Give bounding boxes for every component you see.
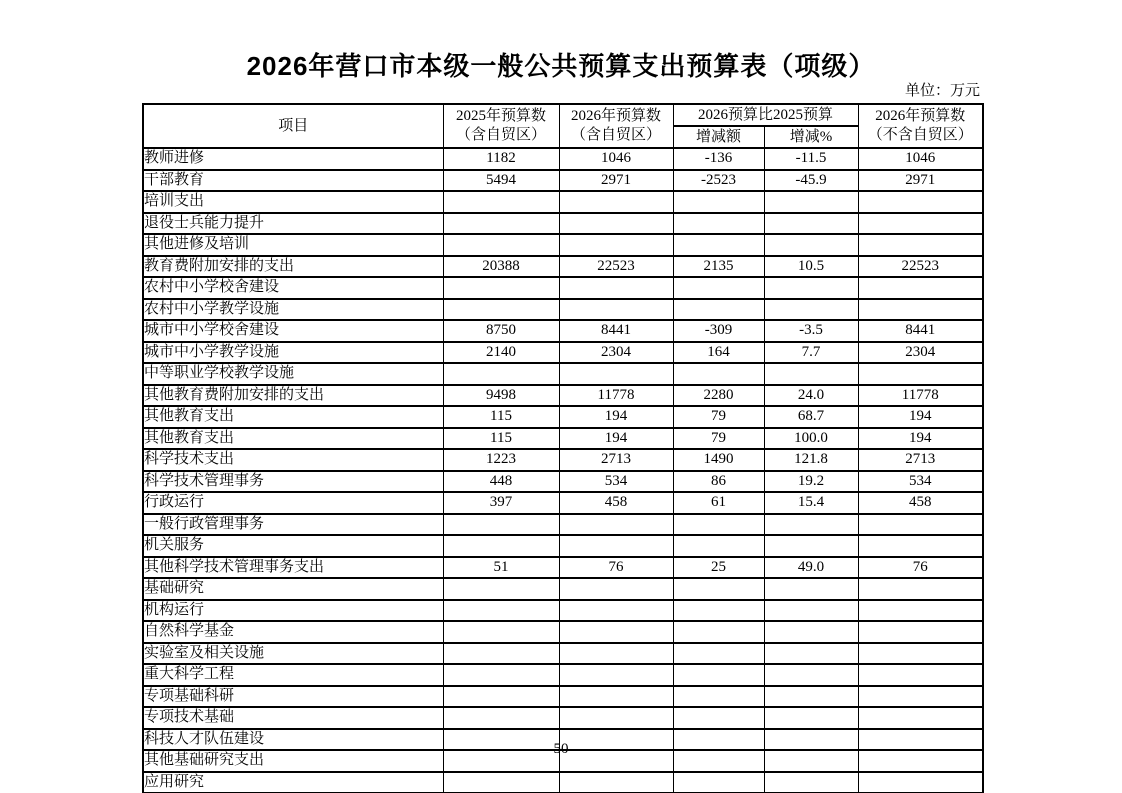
row-value — [443, 191, 559, 213]
row-value — [858, 514, 983, 536]
row-value — [858, 707, 983, 729]
row-value: 8750 — [443, 320, 559, 342]
row-value: 1182 — [443, 148, 559, 170]
unit-label: 单位：万元 — [904, 83, 980, 99]
row-value — [764, 600, 858, 622]
row-value — [443, 299, 559, 321]
table-row — [143, 449, 983, 471]
row-value — [673, 664, 764, 686]
row-value — [559, 643, 673, 665]
row-value — [559, 600, 673, 622]
row-value — [673, 363, 764, 385]
row-value: 11778 — [858, 385, 983, 407]
row-value: -136 — [673, 148, 764, 170]
row-value — [673, 234, 764, 256]
row-value — [764, 234, 858, 256]
row-value: 19.2 — [764, 471, 858, 493]
column-header-2026-excl-line1: 2026年预算数 — [875, 108, 966, 125]
row-value: 2280 — [673, 385, 764, 407]
row-value: 1046 — [559, 148, 673, 170]
row-label: 其他教育支出 — [143, 406, 443, 428]
row-value — [559, 535, 673, 557]
table-row — [143, 578, 983, 600]
row-value — [443, 621, 559, 643]
table-row — [143, 320, 983, 342]
table-row — [143, 277, 983, 299]
row-value — [673, 643, 764, 665]
row-value — [858, 578, 983, 600]
row-value: 1046 — [858, 148, 983, 170]
row-value — [764, 664, 858, 686]
row-value — [764, 772, 858, 793]
row-label: 农村中小学教学设施 — [143, 299, 443, 321]
row-value — [559, 621, 673, 643]
row-label: 其他基础研究支出 — [143, 750, 443, 772]
row-value: 2713 — [559, 449, 673, 471]
table-row — [143, 385, 983, 407]
table-row — [143, 191, 983, 213]
row-value — [559, 363, 673, 385]
row-value — [559, 191, 673, 213]
row-value: -45.9 — [764, 170, 858, 192]
row-value: 1223 — [443, 449, 559, 471]
row-value — [673, 600, 764, 622]
row-value — [443, 277, 559, 299]
row-value: 25 — [673, 557, 764, 579]
row-label: 基础研究 — [143, 578, 443, 600]
row-value: 22523 — [559, 256, 673, 278]
row-value — [858, 643, 983, 665]
row-value — [858, 686, 983, 708]
row-value — [559, 234, 673, 256]
row-value — [559, 213, 673, 235]
table-row — [143, 256, 983, 278]
row-value — [443, 535, 559, 557]
row-value: 8441 — [858, 320, 983, 342]
row-value — [559, 772, 673, 793]
table-row — [143, 772, 983, 793]
row-value — [673, 686, 764, 708]
row-value: 194 — [858, 406, 983, 428]
row-value — [764, 686, 858, 708]
row-label: 退役士兵能力提升 — [143, 213, 443, 235]
row-value: 194 — [858, 428, 983, 450]
row-label: 其他进修及培训 — [143, 234, 443, 256]
row-value — [559, 299, 673, 321]
row-value: 534 — [559, 471, 673, 493]
row-label: 科学技术管理事务 — [143, 471, 443, 493]
row-value — [443, 234, 559, 256]
column-header-2026-line2: （含自贸区） — [570, 127, 661, 143]
table-row — [143, 707, 983, 729]
row-value — [764, 213, 858, 235]
row-label: 自然科学基金 — [143, 621, 443, 643]
row-value: 2135 — [673, 256, 764, 278]
row-value: 121.8 — [764, 449, 858, 471]
column-header-compare-group: 2026预算比2025预算 — [673, 104, 858, 126]
column-header-2026-line1: 2026年预算数 — [570, 108, 661, 125]
row-label: 城市中小学教学设施 — [143, 342, 443, 364]
row-value: 458 — [559, 492, 673, 514]
table-row — [143, 664, 983, 686]
row-value: 194 — [559, 406, 673, 428]
table-row — [143, 342, 983, 364]
table-row — [143, 170, 983, 192]
row-value: 22523 — [858, 256, 983, 278]
table-row — [143, 643, 983, 665]
row-value: 534 — [858, 471, 983, 493]
row-value — [673, 514, 764, 536]
row-value — [764, 363, 858, 385]
row-value — [764, 299, 858, 321]
page-title: 2026年营口市本级一般公共预算支出预算表（项级） — [246, 51, 876, 81]
row-value: 20388 — [443, 256, 559, 278]
row-value: 8441 — [559, 320, 673, 342]
row-value — [443, 600, 559, 622]
table-row — [143, 299, 983, 321]
row-value: 79 — [673, 406, 764, 428]
table-row — [143, 148, 983, 170]
table-row — [143, 492, 983, 514]
row-value — [858, 621, 983, 643]
table-row — [143, 213, 983, 235]
row-label: 重大科学工程 — [143, 664, 443, 686]
row-value: 2304 — [559, 342, 673, 364]
row-label: 中等职业学校教学设施 — [143, 363, 443, 385]
row-value — [443, 643, 559, 665]
row-value — [673, 191, 764, 213]
column-header-2026 — [559, 104, 673, 148]
row-label: 机关服务 — [143, 535, 443, 557]
row-label: 实验室及相关设施 — [143, 643, 443, 665]
row-value: 86 — [673, 471, 764, 493]
row-value: 2971 — [858, 170, 983, 192]
row-label: 教师进修 — [143, 148, 443, 170]
row-value: 61 — [673, 492, 764, 514]
row-value: 1490 — [673, 449, 764, 471]
row-value — [858, 299, 983, 321]
row-value: 448 — [443, 471, 559, 493]
row-value: 458 — [858, 492, 983, 514]
row-value — [858, 664, 983, 686]
column-header-item: 项目 — [143, 104, 443, 148]
row-value — [673, 621, 764, 643]
table-row — [143, 234, 983, 256]
row-value: 9498 — [443, 385, 559, 407]
table-row — [143, 363, 983, 385]
row-value — [673, 772, 764, 793]
row-label: 城市中小学校舍建设 — [143, 320, 443, 342]
row-value — [559, 514, 673, 536]
row-value — [559, 578, 673, 600]
row-value: 100.0 — [764, 428, 858, 450]
row-value: 24.0 — [764, 385, 858, 407]
row-label: 干部教育 — [143, 170, 443, 192]
row-value — [673, 535, 764, 557]
table-row — [143, 406, 983, 428]
column-header-delta: 增减额 — [673, 126, 764, 148]
row-value: -3.5 — [764, 320, 858, 342]
row-value: 79 — [673, 428, 764, 450]
column-header-delta-pct: 增减% — [764, 126, 858, 148]
row-label: 机构运行 — [143, 600, 443, 622]
row-value — [673, 707, 764, 729]
row-label: 其他教育费附加安排的支出 — [143, 385, 443, 407]
row-label: 其他科学技术管理事务支出 — [143, 557, 443, 579]
row-label: 教育费附加安排的支出 — [143, 256, 443, 278]
column-header-2025 — [443, 104, 559, 148]
row-value: 164 — [673, 342, 764, 364]
row-value — [764, 643, 858, 665]
row-value: 5494 — [443, 170, 559, 192]
row-value: 15.4 — [764, 492, 858, 514]
row-value — [443, 213, 559, 235]
row-label: 应用研究 — [143, 772, 443, 793]
row-value — [673, 277, 764, 299]
table-row — [143, 514, 983, 536]
row-label: 科技人才队伍建设 — [143, 729, 443, 751]
table-row — [143, 428, 983, 450]
row-value — [858, 363, 983, 385]
row-value — [559, 664, 673, 686]
row-value — [443, 514, 559, 536]
row-value — [443, 707, 559, 729]
row-value: 76 — [858, 557, 983, 579]
row-label: 一般行政管理事务 — [143, 514, 443, 536]
row-value: 10.5 — [764, 256, 858, 278]
column-header-2025-line1: 2025年预算数 — [455, 108, 546, 125]
row-value: 49.0 — [764, 557, 858, 579]
table-row — [143, 471, 983, 493]
row-value — [443, 578, 559, 600]
row-value — [764, 191, 858, 213]
row-value — [858, 277, 983, 299]
table-row — [143, 600, 983, 622]
row-value: 2304 — [858, 342, 983, 364]
row-value — [443, 772, 559, 793]
row-value — [858, 600, 983, 622]
row-value — [673, 578, 764, 600]
row-label: 农村中小学校舍建设 — [143, 277, 443, 299]
table-row — [143, 686, 983, 708]
row-value — [559, 277, 673, 299]
row-value: 76 — [559, 557, 673, 579]
row-value — [764, 707, 858, 729]
row-value: 2971 — [559, 170, 673, 192]
row-value: 68.7 — [764, 406, 858, 428]
row-label: 培训支出 — [143, 191, 443, 213]
row-value — [858, 535, 983, 557]
row-value — [559, 707, 673, 729]
row-label: 专项技术基础 — [143, 707, 443, 729]
row-value — [764, 578, 858, 600]
row-value: 194 — [559, 428, 673, 450]
row-value — [673, 299, 764, 321]
table-header — [143, 104, 983, 148]
column-header-2026-excl-line2: （不含自贸区） — [867, 127, 973, 143]
row-value: -11.5 — [764, 148, 858, 170]
row-value: 7.7 — [764, 342, 858, 364]
table-row — [143, 621, 983, 643]
row-value: 51 — [443, 557, 559, 579]
column-header-2025-line2: （含自贸区） — [455, 127, 546, 143]
row-value — [443, 664, 559, 686]
row-value — [858, 213, 983, 235]
row-value — [443, 363, 559, 385]
row-label: 其他教育支出 — [143, 428, 443, 450]
row-label: 科学技术支出 — [143, 449, 443, 471]
row-value — [858, 772, 983, 793]
budget-table — [142, 103, 984, 793]
column-header-2026-excl — [858, 104, 983, 148]
row-value: 2713 — [858, 449, 983, 471]
row-value — [673, 213, 764, 235]
row-value: 2140 — [443, 342, 559, 364]
row-label: 行政运行 — [143, 492, 443, 514]
row-value — [559, 686, 673, 708]
row-value — [858, 191, 983, 213]
row-value — [764, 535, 858, 557]
row-value: -2523 — [673, 170, 764, 192]
row-value: 115 — [443, 428, 559, 450]
row-value — [858, 234, 983, 256]
row-label: 专项基础科研 — [143, 686, 443, 708]
table-row — [143, 535, 983, 557]
page-number: 50 — [553, 741, 569, 757]
row-value — [764, 621, 858, 643]
row-value — [764, 277, 858, 299]
row-value — [443, 686, 559, 708]
table-row — [143, 557, 983, 579]
table-body — [143, 148, 983, 793]
row-value: 11778 — [559, 385, 673, 407]
row-value — [764, 514, 858, 536]
row-value: 397 — [443, 492, 559, 514]
row-value: 115 — [443, 406, 559, 428]
row-value: -309 — [673, 320, 764, 342]
